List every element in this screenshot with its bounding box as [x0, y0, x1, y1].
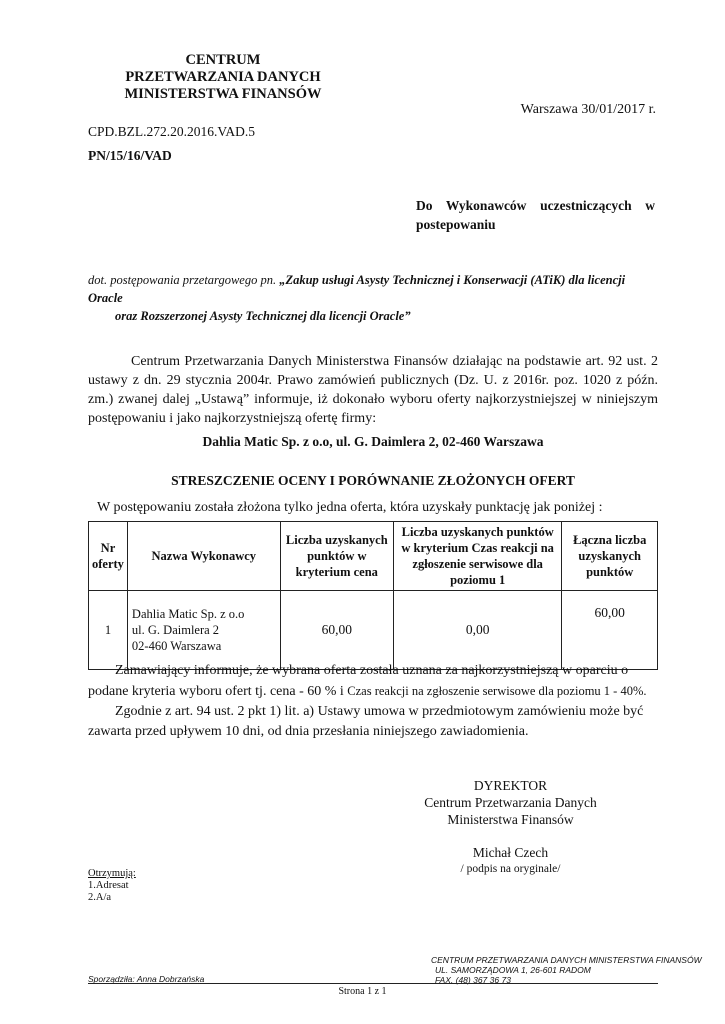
footer-address-line3: FAX. (48) 367 36 73: [435, 975, 511, 985]
signature-org-line1: Centrum Przetwarzania Danych: [424, 795, 597, 810]
section-title: STRESZCZENIE OCENY I PORÓWNANIE ZŁOŻONYCH OFERT: [171, 473, 575, 488]
paragraph-legal-block: [88, 702, 658, 742]
cell-nr: 1: [89, 591, 128, 670]
footer-divider: [88, 983, 658, 984]
table-row: [89, 591, 658, 670]
subject: [88, 271, 658, 325]
recipients-label: Otrzymują:: [88, 868, 136, 879]
col-header-reaction-points: Liczba uzyskanych punktów w kryterium Czas reakcji na zgłoszenie serwisowe dla poziomu 1: [393, 522, 561, 591]
institution-line: CENTRUM: [185, 52, 261, 68]
col-header-price-points: Liczba uzyskanych punktów w kryterium cena: [280, 522, 393, 591]
paragraph-criteria-text: Zamawiający informuje, że wybrana oferta została uznana za najkorzystniejszą w oparciu o podane kryteria wyboru ofert tj. cena - 60 % i: [88, 663, 629, 699]
addressee: Do Wykonawców uczestniczących w postepowaniu: [416, 198, 655, 232]
place-date: Warszawa 30/01/2017 r.: [520, 102, 656, 117]
institution-line: MINISTERSTWA FINANSÓW: [124, 86, 322, 102]
recipient-item: 1.Adresat: [88, 880, 129, 891]
prepared-by: Sporządziła: Anna Dobrzańska: [88, 974, 205, 984]
subject-title-line2: oraz Rozszerzonej Asysty Technicznej dla licencji Oracle”: [115, 309, 411, 323]
col-header-total-points: Łączna liczba uzyskanych punktów: [562, 522, 658, 591]
footer-address-line1: CENTRUM PRZETWARZANIA DANYCH MINISTERSTWA FINANSÓW: [431, 955, 702, 965]
case-number: PN/15/16/VAD: [88, 148, 172, 163]
subject-prefix: dot. postępowania przetargowego pn.: [88, 273, 280, 287]
footer-address: [431, 955, 702, 985]
paragraph-criteria: [88, 661, 658, 742]
winning-firm: Dahlia Matic Sp. z o.o, ul. G. Daimlera 2, 02-460 Warszawa: [202, 434, 544, 449]
paragraph-criteria-reaction: Czas reakcji na zgłoszenie serwisowe dla poziomu 1 - 40%.: [347, 684, 647, 698]
table-header-row: [89, 522, 658, 591]
recipients: [88, 868, 136, 904]
institution-line: PRZETWARZANIA DANYCH: [125, 69, 321, 85]
cell-name-line: Dahlia Matic Sp. z o.o: [131, 607, 245, 621]
offers-table: [88, 521, 658, 670]
reference-number: CPD.BZL.272.20.2016.VAD.5: [88, 124, 256, 139]
col-header-name: Nazwa Wykonawcy: [127, 522, 280, 591]
paragraph-criteria-block: [88, 661, 658, 702]
page-number: Strona 1 z 1: [338, 986, 387, 997]
cell-name-line: 02-460 Warszawa: [131, 639, 222, 653]
cell-name-line: ul. G. Daimlera 2: [131, 623, 220, 637]
paragraph-intro-text: Centrum Przetwarzania Danych Ministerstwa Finansów działając na podstawie art. 92 ust. 2 ustawy z dn. 29 stycznia 2004r. Prawo zamówień publicznych (Dz. U. z 2016r. poz. 1020 z późn. zm.) zwanej dalej „Ustawą” informuje, iż dokonało wyboru oferty najkorzystniejszej w niniejszym postępowaniu i jako najkorzystniejszą ofertę firmy:: [88, 354, 658, 426]
recipient-item: 2.A/a: [88, 892, 112, 903]
table-intro: W postępowaniu została złożona tylko jedna oferta, która uzyskały punktację jak poniżej :: [97, 500, 603, 515]
paragraph-intro: [88, 352, 658, 428]
cell-price-points: 60,00: [280, 591, 393, 670]
institution-header: [88, 52, 358, 103]
subject-title-line1: „Zakup usługi Asysty Technicznej i Konserwacji (ATiK) dla licencji Oracle: [88, 273, 626, 305]
signature-block: [408, 777, 613, 878]
signature-name: Michał Czech: [472, 845, 549, 860]
cell-reaction-points: 0,00: [393, 591, 561, 670]
signature-org-line2: Ministerstwa Finansów: [447, 812, 574, 827]
cell-total-points: 60,00: [562, 591, 658, 670]
cell-name: [127, 591, 280, 670]
signature-title: DYREKTOR: [473, 778, 548, 793]
paragraph-legal-text: Zgodnie z art. 94 ust. 2 pkt 1) lit. a) Ustawy umowa w przedmiotowym zamówieniu może być zawarta przed upływem 10 dni, od dnia przesłania niniejszego zawiadomienia.: [88, 704, 644, 739]
footer-address-line2: UL. SAMORZĄDOWA 1, 26-601 RADOM: [435, 965, 591, 975]
signature-note: / podpis na oryginale/: [460, 863, 561, 875]
col-header-nr: Nr oferty: [89, 522, 128, 591]
